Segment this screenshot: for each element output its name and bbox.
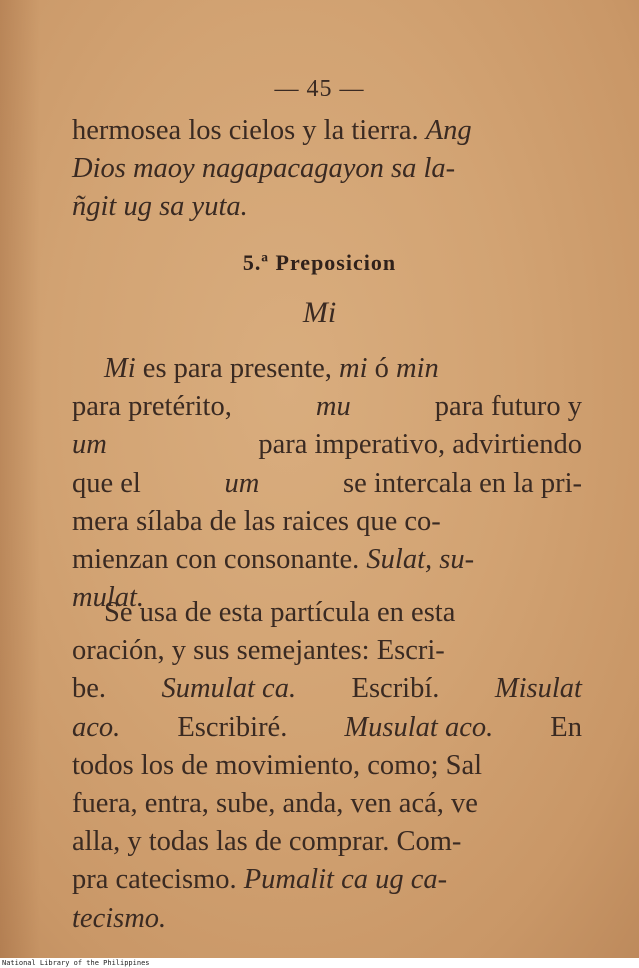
paragraph-1 (72, 350, 582, 617)
text-line: mienzan con consonante. Sulat, su- (72, 543, 475, 575)
text-line: que el um se intercala en la pri- (72, 467, 582, 499)
text-line: fuera, entra, sube, anda, ven acá, ve (72, 787, 478, 819)
section-subheading: Mi (302, 296, 337, 329)
footer-strip (0, 958, 639, 968)
page-edge-shadow (0, 0, 40, 958)
text-line: mulat. (72, 582, 145, 614)
paragraph-2 (72, 594, 582, 938)
text-line: Mi es para presente, mi ó min (104, 353, 439, 384)
text-line: Dios maoy nagapacagayon sa la- (72, 153, 456, 185)
text-line: alla, y todas las de comprar. Com- (72, 826, 462, 858)
page-number: — 45 — (274, 76, 365, 102)
footer-credit: National Library of the Philippines (2, 959, 150, 967)
text-line: para pretérito, mu para futuro y (72, 391, 582, 423)
text-line: ñgit ug sa yuta. (72, 191, 248, 223)
text-line: be. Sumulat ca. Escribí. Misulat (72, 673, 582, 705)
text-line: Se usa de esta partícula en esta (104, 597, 456, 628)
text-line: todos los de movimiento, como; Sal (72, 749, 483, 781)
text-line: aco. Escribiré. Musulat aco. En (72, 711, 582, 743)
section-heading: 5.ª Preposicion (242, 250, 397, 275)
text-line: oración, y sus semejantes: Escri- (72, 635, 445, 667)
opening-text-block (72, 112, 582, 227)
text-line: mera sílaba de las raices que co- (72, 505, 441, 537)
text-line: um para imperativo, advirtiendo (72, 429, 582, 461)
text-line: pra catecismo. Pumalit ca ug ca- (72, 864, 448, 896)
text-line: hermosea los cielos y la tierra. Ang (72, 115, 472, 146)
text-line: tecismo. (72, 902, 167, 934)
